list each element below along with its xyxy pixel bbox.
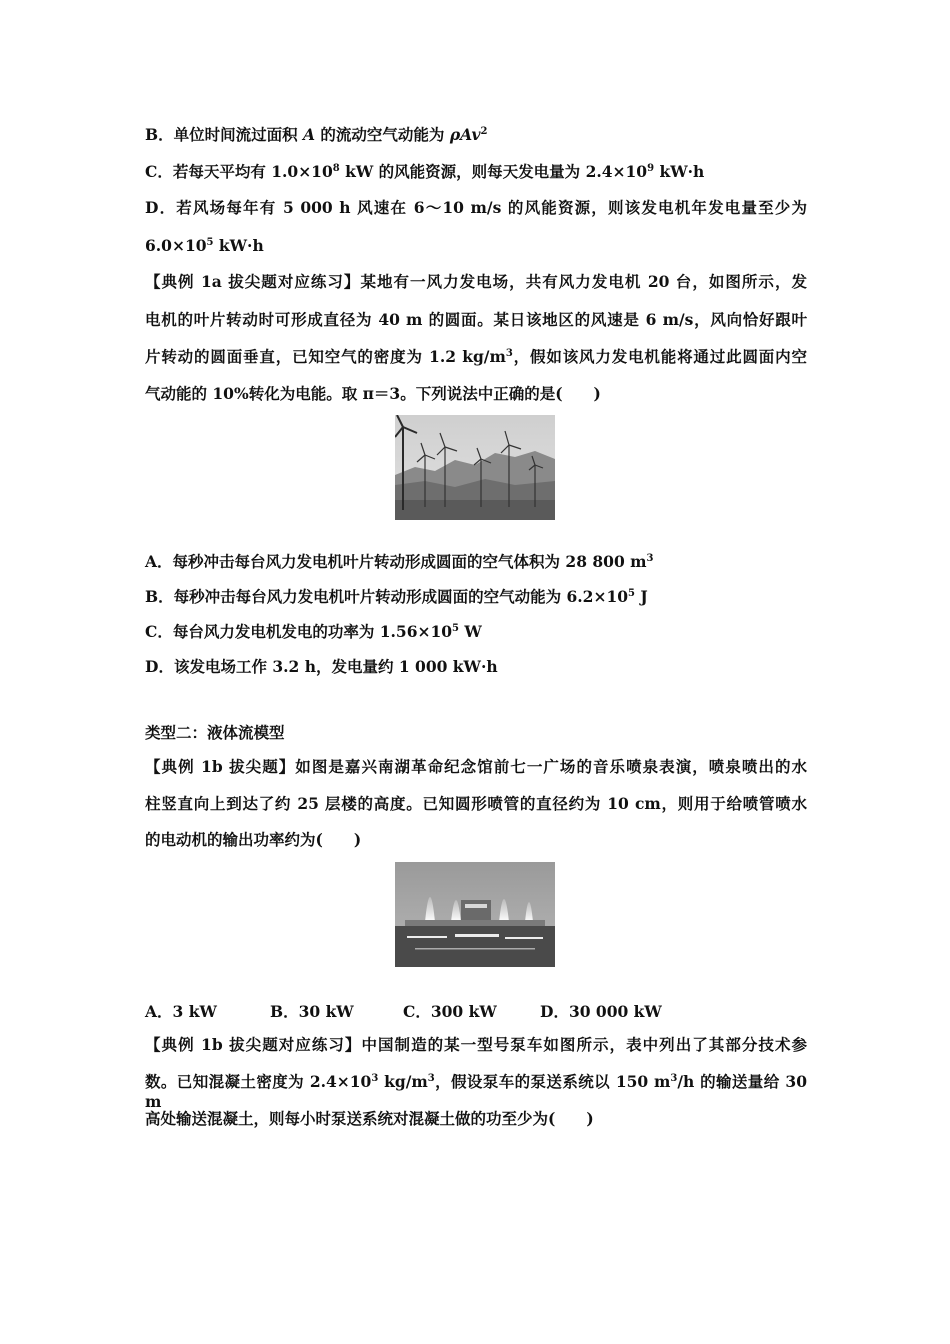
example-1a-line3: 片转动的圆面垂直，已知空气的密度为 1.2 $kg/m^3$，假如该风力发电机能将通过此圆面内空 [145, 347, 807, 366]
example-1b-line2: 柱竖直向上到达了约 25 层楼的高度。已知圆形喷管的直径约为 10 cm，则用于给喷管喷水 [145, 794, 807, 813]
section-2-title: 类型二：液体流模型 [145, 723, 285, 742]
example-1a-line1: 【典例 1a 拔尖题对应练习】某地有一风力发电场，共有风力发电机 20 台，如图所示，发 [145, 272, 807, 291]
example-1a-line4: 气动能的 10%转化为电能。取 π＝3。下列说法中正确的是( ) [145, 384, 601, 403]
example-1a-option-a: A．每秒冲击每台风力发电机叶片转动形成圆面的空气体积为 28 800 $m^3$ [145, 552, 654, 571]
prev-option-d-line1: D．若风场每年有 5 000 h 风速在 6～10 m/s 的风能资源，则该发电机年发电量至少为 [145, 198, 807, 217]
example-1a-option-c: C．每台风力发电机发电的功率为 $1.56\times 10^5$ W [145, 622, 482, 641]
example-1b-practice-line1: 【典例 1b 拔尖题对应练习】中国制造的某一型号泵车如图所示，表中列出了其部分技术参 [145, 1035, 807, 1054]
fountain-image [395, 862, 555, 967]
example-1b-practice-line3: 高处输送混凝土，则每小时泵送系统对混凝土做的功至少为( ) [145, 1109, 594, 1128]
prev-option-c: C．若每天平均有 $1.0\times 10^8$ kW 的风能资源，则每天发电量为 $2.4\times 10^9$ kW·h [145, 162, 705, 181]
wind-farm-image [395, 415, 555, 520]
prev-option-d-line2: $6.0\times 10^5$ kW·h [145, 236, 264, 255]
example-1a-line2: 电机的叶片转动时可形成直径为 40 m 的圆面。某日该地区的风速是 6 m/s，风向恰好跟叶 [145, 310, 807, 329]
example-1b-option-a: A．3 kW [145, 1002, 217, 1021]
example-1b-line1: 【典例 1b 拔尖题】如图是嘉兴南湖革命纪念馆前七一广场的音乐喷泉表演，喷泉喷出的水 [145, 757, 807, 776]
example-1b-practice-line2: 数。已知混凝土密度为 $2.4\times 10^3$ $kg/m^3$，假设泵车的泵送系统以 150 $m^3/h$ 的输送量给 30 m [145, 1072, 807, 1111]
example-1b-option-c: C．300 kW [403, 1002, 497, 1021]
example-1b-option-d: D．30 000 kW [540, 1002, 662, 1021]
example-1a-option-d: D．该发电场工作 3.2 h，发电量约 1 000 kW·h [145, 657, 498, 676]
example-1a-option-b: B．每秒冲击每台风力发电机叶片转动形成圆面的空气动能为 $6.2\times 10^5$ J [145, 587, 648, 606]
example-1b-option-b: B．30 kW [270, 1002, 354, 1021]
prev-option-b: B．单位时间流过面积 A 的流动空气动能为 ρAv$^2$ [145, 125, 488, 144]
example-1b-line3: 的电动机的输出功率约为( ) [145, 830, 362, 849]
